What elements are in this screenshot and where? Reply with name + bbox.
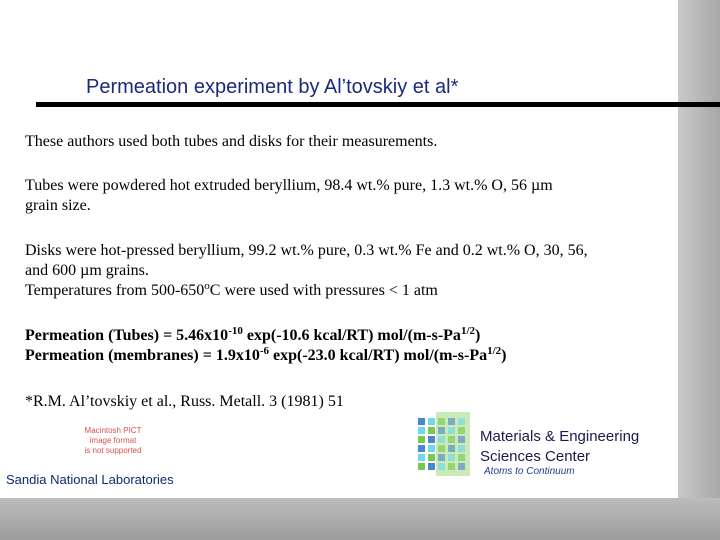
equation-tubes: Permeation (Tubes) = $5.46x10^{-10}$ exp(-10.6 kcal/RT) mol/$(m-s-Pa^{1/2})$: [25, 325, 481, 344]
center-tagline: Atoms to Continuum: [484, 466, 575, 477]
bottom-decor-bar: [0, 498, 720, 540]
slide-title: Permeation experiment by Al’tovskiy et al*: [86, 76, 459, 98]
sandia-label: Sandia National Laboratories: [6, 472, 174, 487]
mesc-grid-logo-icon: [416, 412, 472, 476]
intro-text: These authors used both tubes and disks for their measurements.: [25, 133, 438, 150]
disks-line-2: and 600 µm grains.: [25, 262, 149, 279]
right-decor-bar: [678, 0, 720, 540]
center-name: Materials & Engineering Sciences Center: [480, 428, 640, 465]
temperatures-line: Temperatures from 500-650$^o$C were used with pressures < 1 atm: [25, 280, 438, 299]
tubes-line-2: grain size.: [25, 197, 91, 214]
paragraph-tubes: [25, 176, 675, 216]
paragraph-disks: [25, 241, 675, 301]
paragraph-intro: [25, 132, 675, 152]
tubes-line-1: Tubes were powdered hot extruded beryllium, 98.4 wt.% pure, 1.3 wt.% O, 56 µm: [25, 177, 553, 194]
equations-block: [25, 326, 675, 366]
unsupported-image-placeholder: Macintosh PICT image format is not supported: [84, 426, 142, 455]
disks-line-1: Disks were hot-pressed beryllium, 99.2 wt.% pure, 0.3 wt.% Fe and 0.2 wt.% O, 30, 56,: [25, 242, 588, 259]
title-underline: [36, 102, 720, 107]
equation-membranes: Permeation (membranes) = $1.9x10^{-6}$ exp(-23.0 kcal/RT) mol/$(m-s-Pa^{1/2})$: [25, 345, 507, 364]
reference-citation: *R.M. Al’tovskiy et al., Russ. Metall. 3 (1981) 51: [25, 393, 344, 410]
